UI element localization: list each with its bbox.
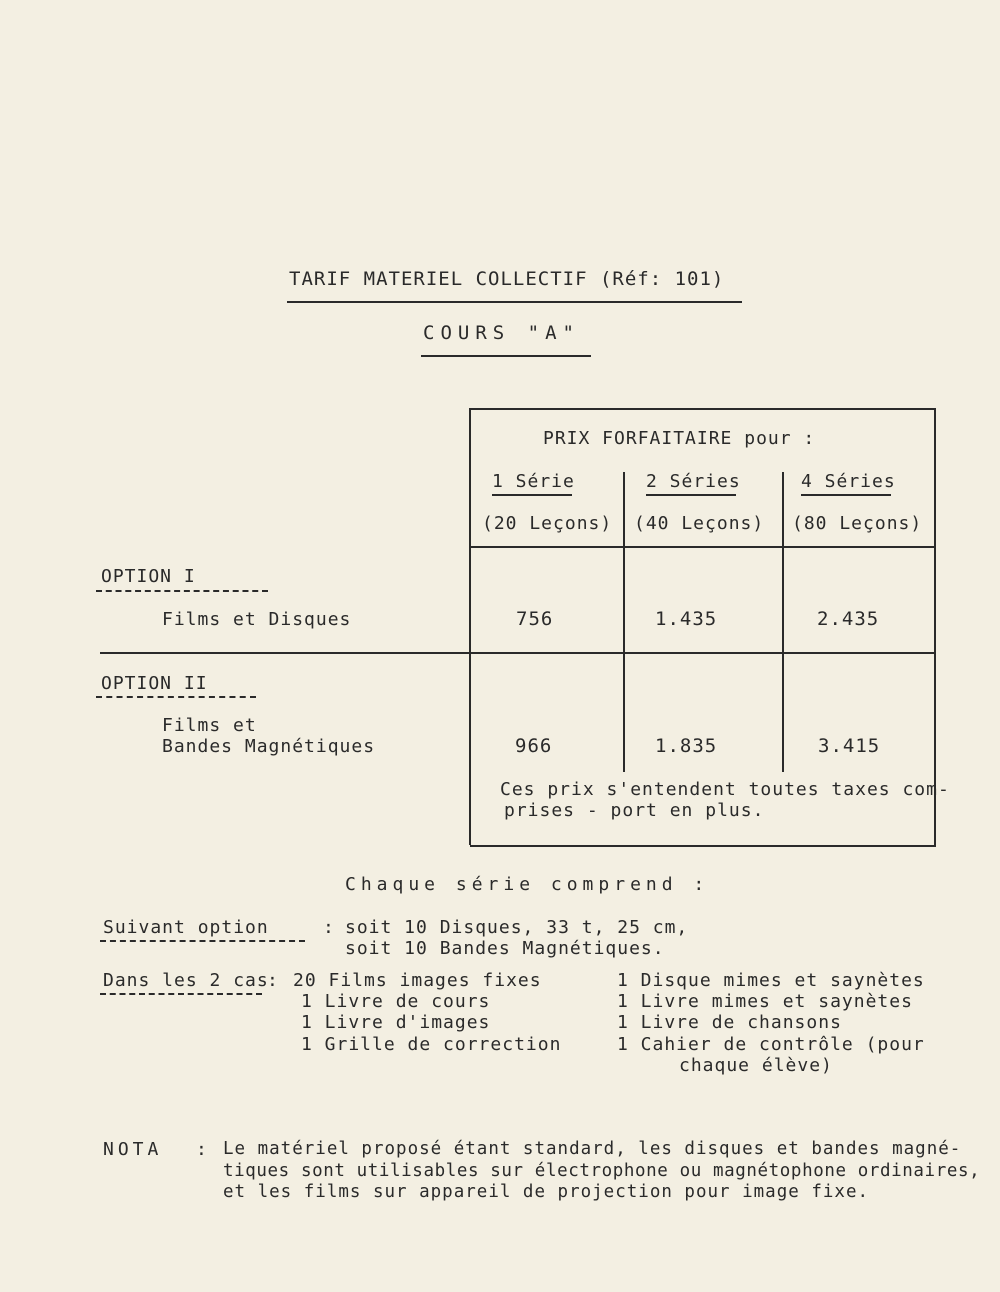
right-item: 1 Livre mimes et saynètes [617,991,913,1012]
table-top-border [470,408,936,410]
dans-les-2-cas-underline [100,993,262,995]
column-2-label: 2 Séries [646,471,741,492]
option-2-desc-line2: Bandes Magnétiques [162,736,376,757]
right-item: 1 Cahier de contrôle (pour [617,1034,925,1055]
nota-label: NOTA [103,1139,163,1160]
table-row-divider [100,652,936,654]
course-subtitle: COURS "A" [423,322,580,344]
suivant-option-line1: soit 10 Disques, 33 t, 25 cm, [345,917,689,938]
row-1-value-1: 756 [516,608,554,630]
left-item: 1 Livre d'images [301,1012,491,1033]
column-divider-1 [623,472,625,772]
option-1-underline [96,590,268,592]
right-item-continuation: chaque élève) [679,1055,833,1076]
left-item: 1 Livre de cours [301,991,491,1012]
option-2-desc-line1: Films et [162,715,257,736]
suivant-option-underline [100,940,305,942]
left-item: 1 Grille de correction [301,1034,562,1055]
option-2-label: OPTION II [101,673,208,694]
price-note-line1: Ces prix s'entendent toutes taxes com- [500,779,950,800]
nota-line3: et les films sur appareil de projection pour image fixe. [223,1182,870,1202]
column-2-sub: (40 Leçons) [634,513,765,534]
column-3-sub: (80 Leçons) [792,513,923,534]
page-title: TARIF MATERIEL COLLECTIF (Réf: 101) [289,268,725,290]
table-left-border [469,408,471,845]
subtitle-underline [421,355,591,357]
nota-line1: Le matériel proposé étant standard, les disques et bandes magné- [223,1139,962,1159]
row-2-value-2: 1.835 [655,735,718,757]
dans-les-2-cas-separator: : [267,970,279,991]
dans-les-2-cas-label: Dans les 2 cas [103,970,269,991]
right-item: 1 Disque mimes et saynètes [617,970,925,991]
column-2-underline [646,494,736,496]
column-3-label: 4 Séries [801,471,896,492]
nota-separator: : [196,1139,208,1160]
option-1-label: OPTION I [101,566,196,587]
suivant-option-line2: soit 10 Bandes Magnétiques. [345,938,665,959]
table-bottom-border [470,845,936,847]
column-3-underline [801,494,891,496]
option-2-underline [96,696,256,698]
column-divider-2 [782,472,784,772]
row-1-value-2: 1.435 [655,608,718,630]
column-1-underline [492,494,572,496]
row-2-value-1: 966 [515,735,553,757]
row-1-value-3: 2.435 [817,608,880,630]
left-item: 20 Films images fixes [293,970,542,991]
option-1-desc: Films et Disques [162,609,352,630]
row-2-value-3: 3.415 [818,735,881,757]
suivant-option-label: Suivant option [103,917,269,938]
price-note-line2: prises - port en plus. [504,800,765,821]
series-heading: Chaque série comprend : [345,874,710,895]
table-header-divider [470,546,936,548]
column-1-sub: (20 Leçons) [482,513,613,534]
column-1-label: 1 Série [492,471,575,492]
title-underline [287,301,742,303]
right-item: 1 Livre de chansons [617,1012,842,1033]
table-header: PRIX FORFAITAIRE pour : [543,428,816,449]
nota-line2: tiques sont utilisables sur électrophone ou magnétophone ordinaires, [223,1161,981,1181]
suivant-option-separator: : [323,917,335,938]
